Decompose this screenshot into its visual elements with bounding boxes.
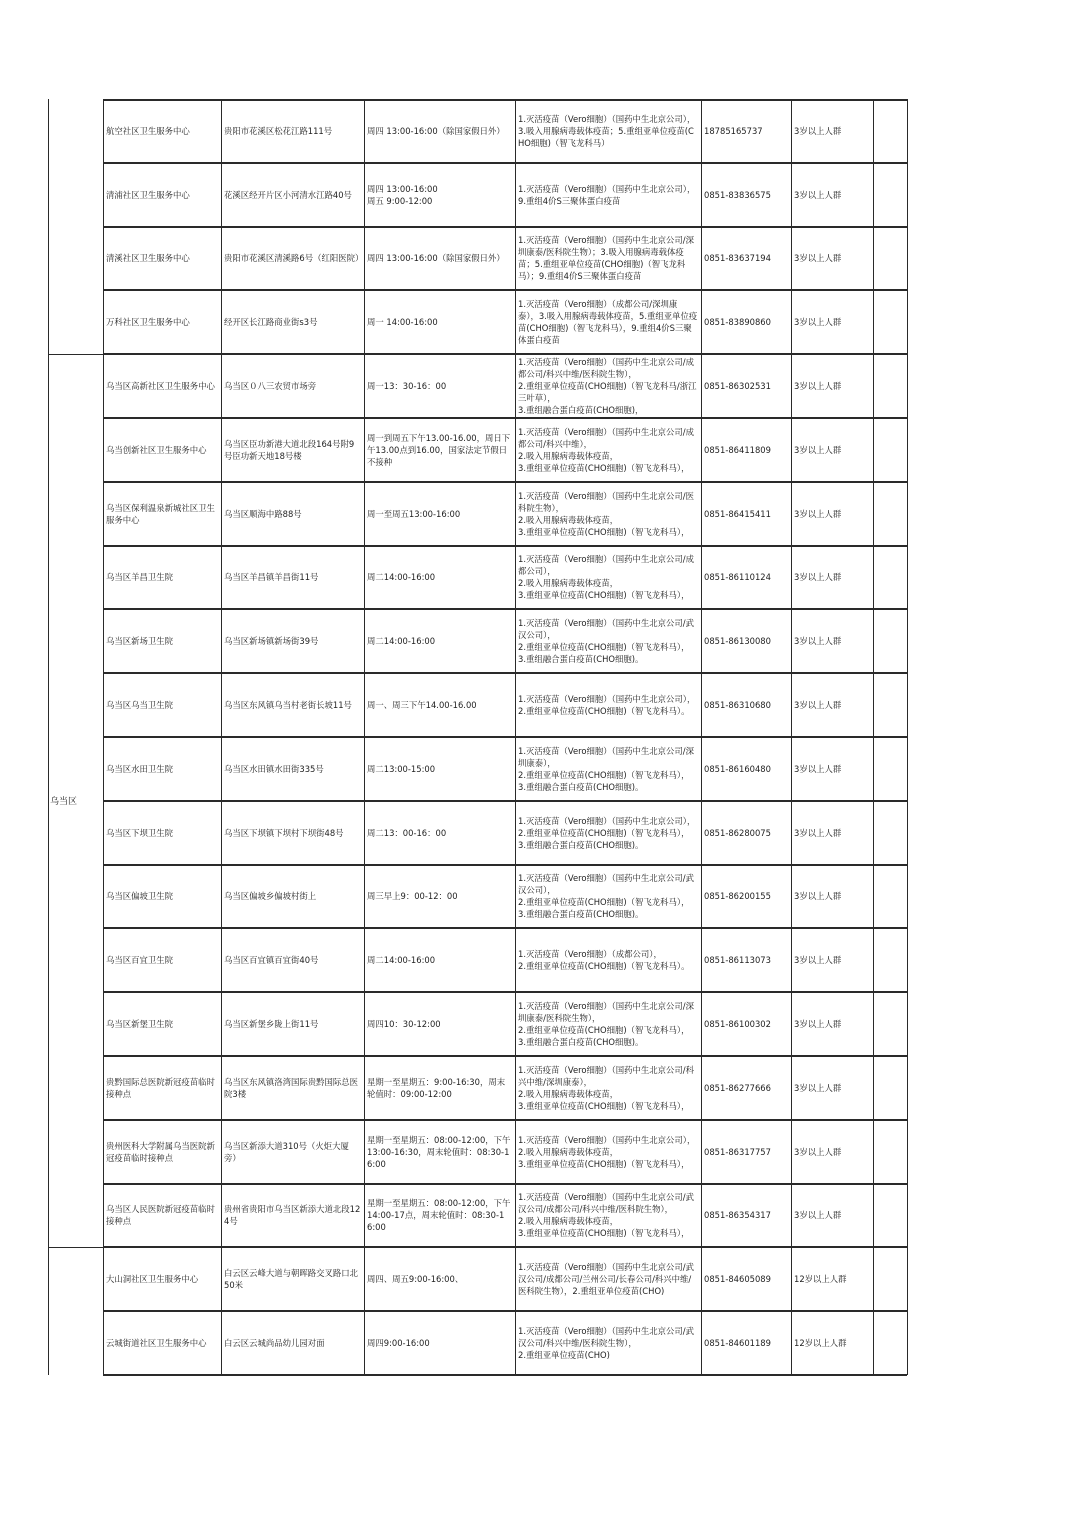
cell-time: 星期一至星期五：08:00-12:00，下午13:00-16:30，周末轮值时：08:30-16:00 [367, 1134, 511, 1169]
district-divider [48, 354, 103, 355]
cell-age: 3岁以上人群 [794, 763, 842, 774]
cell-time: 周四9:00-16:00 [367, 1338, 430, 1349]
cell-name: 大山洞社区卫生服务中心 [106, 1274, 199, 1285]
cell-age: 3岁以上人群 [794, 1210, 842, 1221]
cell-remark [873, 418, 907, 482]
cell-age: 3岁以上人群 [794, 189, 842, 200]
row-divider [103, 99, 907, 101]
district-divider [48, 1247, 103, 1248]
cell-name: 航空社区卫生服务中心 [106, 125, 190, 136]
cell-time: 周一 14:00-16:00 [367, 317, 438, 328]
column-divider [221, 99, 222, 1375]
district-cell [48, 99, 103, 354]
cell-vaccine: 1.灭活疫苗（Vero细胞）（国药中生北京公司）， 2.重组亚单位疫苗(CHO细胞)（智飞龙科马）。 [518, 694, 696, 717]
column-divider [701, 99, 702, 1375]
cell-name: 乌当区偏坡卫生院 [106, 891, 173, 902]
cell-age: 3岁以上人群 [794, 572, 842, 583]
cell-phone: 0851-84601189 [704, 1338, 771, 1349]
cell-time: 周四 13:00-16:00（除国家假日外） [367, 125, 505, 136]
row-divider [103, 1183, 907, 1185]
column-divider [907, 99, 908, 1375]
cell-address: 乌当区羊昌镇羊昌街11号 [224, 572, 319, 583]
cell-address: 乌当区百宜镇百宜街40号 [224, 955, 319, 966]
cell-address: 贵阳市花溪区松花江路111号 [224, 125, 333, 136]
cell-address: 白云区云峰大道与朝晖路交叉路口北50米 [224, 1268, 358, 1291]
cell-vaccine: 1.灭活疫苗（Vero细胞）（国药中生北京公司/武汉公司/科兴中维/医科院生物）， 2.重组亚单位疫苗(CHO) [518, 1326, 694, 1361]
cell-remark [873, 1247, 907, 1311]
cell-phone: 0851-83836575 [704, 189, 771, 200]
cell-name: 乌当创新社区卫生服务中心 [106, 444, 207, 455]
cell-address: 乌当区臣功新港大道北段164号附9号臣功新天地18号楼 [224, 438, 355, 461]
cell-time: 周一、周三下午14.00-16.00 [367, 700, 477, 711]
cell-phone: 0851-86310680 [704, 700, 771, 711]
cell-address: 乌当区０八三农贸市场旁 [224, 381, 317, 392]
cell-remark [873, 801, 907, 865]
cell-time: 周二13：00-16：00 [367, 827, 447, 838]
cell-phone: 0851-86280075 [704, 827, 771, 838]
cell-time: 周四10：30-12:00 [367, 1019, 441, 1030]
cell-time: 周四 13:00-16:00（除国家假日外） [367, 253, 505, 264]
cell-age: 3岁以上人群 [794, 955, 842, 966]
row-divider [103, 1246, 907, 1248]
cell-name: 云城街道社区卫生服务中心 [106, 1338, 207, 1349]
cell-address: 乌当区新堡乡陇上街11号 [224, 1019, 319, 1030]
cell-time: 周二14:00-16:00 [367, 955, 436, 966]
row-divider [103, 864, 907, 866]
cell-phone: 0851-86317757 [704, 1146, 771, 1157]
cell-time: 周二14:00-16:00 [367, 636, 436, 647]
cell-vaccine: 1.灭活疫苗（Vero细胞）（国药中生北京公司/深圳康泰）， 2.重组亚单位疫苗(CHO细胞)（智飞龙科马）， 3.重组融合蛋白疫苗(CHO细胞)。 [518, 745, 694, 792]
cell-phone: 0851-86110124 [704, 572, 771, 583]
cell-address: 贵阳市花溪区清溪路6号（红阳医院） [224, 253, 364, 264]
cell-phone: 0851-86130080 [704, 636, 771, 647]
cell-name: 清溪社区卫生服务中心 [106, 253, 190, 264]
row-divider [103, 481, 907, 483]
cell-phone: 0851-86160480 [704, 763, 771, 774]
cell-address: 乌当区东风镇乌当村老街长坡11号 [224, 700, 352, 711]
row-divider [103, 162, 907, 164]
cell-vaccine: 1.灭活疫苗（Vero细胞）（国药中生北京公司/武汉公司）， 2.重组亚单位疫苗(CHO细胞)（智飞龙科马）， 3.重组融合蛋白疫苗(CHO细胞)。 [518, 618, 694, 665]
row-divider [103, 672, 907, 674]
cell-remark [873, 1311, 907, 1375]
cell-remark [873, 928, 907, 992]
cell-time: 周四 13:00-16:00 周五 9:00-12:00 [367, 183, 438, 206]
cell-address: 乌当区偏坡乡偏坡村街上 [224, 891, 317, 902]
cell-phone: 0851-86100302 [704, 1019, 771, 1030]
cell-phone: 0851-83637194 [704, 253, 771, 264]
cell-vaccine: 1.灭活疫苗（Vero细胞）（国药中生北京公司/武汉公司/成都公司/科兴中维/医科院生物）， 2.吸入用腺病毒载体疫苗， 3.重组亚单位疫苗(CHO细胞)（智飞龙科马）， [518, 1192, 694, 1239]
row-divider [103, 1310, 907, 1312]
row-divider [103, 608, 907, 610]
row-divider [103, 991, 907, 993]
cell-name: 贵州医科大学附属乌当医院新冠疫苗临时接种点 [106, 1140, 215, 1163]
cell-age: 12岁以上人群 [794, 1274, 847, 1285]
column-divider [364, 99, 365, 1375]
cell-phone: 18785165737 [704, 125, 763, 136]
cell-vaccine: 1.灭活疫苗（Vero细胞）（国药中生北京公司/深圳康泰/医科院生物）， 2.重组亚单位疫苗(CHO细胞)（智飞龙科马）， 3.重组融合蛋白疫苗(CHO细胞)。 [518, 1001, 694, 1048]
cell-phone: 0851-86113073 [704, 955, 771, 966]
row-divider [103, 1374, 907, 1376]
cell-vaccine: 1.灭活疫苗（Vero细胞）（国药中生北京公司/深圳康泰/医科院生物）；3.吸入用腺病毒载体疫苗；5.重组亚单位疫苗(CHO细胞)（智飞龙科马）；9.重组4价S三聚体蛋白疫苗 [518, 235, 694, 282]
column-divider [873, 99, 874, 1375]
cell-time: 周四、周五9:00-16:00、 [367, 1274, 464, 1285]
cell-age: 12岁以上人群 [794, 1338, 847, 1349]
cell-address: 乌当区新添大道310号（火炬大厦旁） [224, 1140, 349, 1163]
cell-address: 花溪区经开片区小河清水江路40号 [224, 189, 352, 200]
cell-phone: 0851-86411809 [704, 444, 771, 455]
cell-time: 周二14:00-16:00 [367, 572, 436, 583]
cell-vaccine: 1.灭活疫苗（Vero细胞）（国药中生北京公司），9.重组4价S三聚体蛋白疫苗 [518, 183, 696, 206]
cell-vaccine: 1.灭活疫苗（Vero细胞）（国药中生北京公司/成都公司/科兴中维）， 2.吸入用腺病毒载体疫苗， 3.重组亚单位疫苗(CHO细胞)（智飞龙科马）， [518, 426, 694, 473]
row-divider [103, 1119, 907, 1121]
cell-age: 3岁以上人群 [794, 381, 842, 392]
cell-name: 乌当区新场卫生院 [106, 636, 173, 647]
cell-time: 周一到周五下午13.00-16.00，周日下午13.00点到16.00，国家法定节假日不接种 [367, 432, 511, 467]
district-cell [48, 1247, 103, 1375]
column-divider [103, 99, 104, 1375]
row-divider [103, 417, 907, 419]
cell-age: 3岁以上人群 [794, 1146, 842, 1157]
cell-phone: 0851-83890860 [704, 317, 771, 328]
cell-remark [873, 1120, 907, 1184]
cell-remark [873, 992, 907, 1056]
cell-age: 3岁以上人群 [794, 253, 842, 264]
row-divider [103, 736, 907, 738]
cell-name: 乌当区百宜卫生院 [106, 955, 173, 966]
cell-vaccine: 1.灭活疫苗（Vero细胞）（国药中生北京公司/武汉公司）， 2.重组亚单位疫苗(CHO细胞)（智飞龙科马）， 3.重组融合蛋白疫苗(CHO细胞)。 [518, 873, 694, 920]
cell-remark [873, 354, 907, 418]
cell-remark [873, 163, 907, 227]
row-divider [103, 1055, 907, 1057]
cell-remark [873, 1056, 907, 1120]
cell-vaccine: 1.灭活疫苗（Vero细胞）（国药中生北京公司），3.吸入用腺病毒载体疫苗；5.重组亚单位疫苗(CHO细胞)（智飞龙科马） [518, 113, 696, 148]
cell-age: 3岁以上人群 [794, 1019, 842, 1030]
cell-age: 3岁以上人群 [794, 317, 842, 328]
cell-name: 乌当区乌当卫生院 [106, 700, 173, 711]
cell-remark [873, 609, 907, 673]
cell-name: 贵黔国际总医院新冠疫苗临时接种点 [106, 1076, 215, 1099]
cell-name: 乌当区人民医院新冠疫苗临时接种点 [106, 1204, 215, 1227]
cell-vaccine: 1.灭活疫苗（Vero细胞）（国药中生北京公司/成都公司/科兴中维/医科院生物）， 2.重组亚单位疫苗(CHO细胞)（智飞龙科马/浙江三叶草）， 3.重组融合蛋白疫苗(CHO细胞)， [518, 357, 697, 416]
row-divider [103, 927, 907, 929]
cell-phone: 0851-86415411 [704, 508, 771, 519]
cell-address: 乌当区水田镇水田街335号 [224, 763, 324, 774]
cell-name: 乌当区保利温泉新城社区卫生服务中心 [106, 502, 215, 525]
cell-vaccine: 1.灭活疫苗（Vero细胞）（国药中生北京公司/成都公司）， 2.吸入用腺病毒载体疫苗， 3.重组亚单位疫苗(CHO细胞)（智飞龙科马）， [518, 554, 694, 601]
cell-remark [873, 227, 907, 291]
cell-remark [873, 737, 907, 801]
column-divider [791, 99, 792, 1375]
cell-time: 周二13:00-15:00 [367, 763, 436, 774]
cell-age: 3岁以上人群 [794, 508, 842, 519]
cell-vaccine: 1.灭活疫苗（Vero细胞）（国药中生北京公司/科兴中维/深圳康泰）， 2.吸入用腺病毒载体疫苗， 3.重组亚单位疫苗(CHO细胞)（智飞龙科马）， [518, 1064, 694, 1111]
cell-remark [873, 99, 907, 163]
row-divider [103, 289, 907, 291]
cell-vaccine: 1.灭活疫苗（Vero细胞）（国药中生北京公司）， 2.吸入用腺病毒载体疫苗， 3.重组亚单位疫苗(CHO细胞)（智飞龙科马）， [518, 1134, 696, 1169]
cell-time: 周一13：30-16：00 [367, 381, 447, 392]
cell-phone: 0851-84605089 [704, 1274, 771, 1285]
cell-address: 贵州省贵阳市乌当区新添大道北段124号 [224, 1204, 361, 1227]
cell-name: 乌当区下坝卫生院 [106, 827, 173, 838]
cell-vaccine: 1.灭活疫苗（Vero细胞）（成都公司）， 2.重组亚单位疫苗(CHO细胞)（智飞龙科马）。 [518, 949, 690, 972]
cell-vaccine: 1.灭活疫苗（Vero细胞）（国药中生北京公司/武汉公司/成都公司/兰州公司/长春公司/科兴中维/医科院生物），2.重组亚单位疫苗(CHO) [518, 1262, 694, 1297]
cell-age: 3岁以上人群 [794, 700, 842, 711]
district-cell: 乌当区 [50, 797, 78, 808]
cell-time: 星期一至星期五：08:00-12:00，下午14:00-17点，周末轮值时：08:30-16:00 [367, 1198, 511, 1233]
cell-phone: 0851-86200155 [704, 891, 771, 902]
cell-age: 3岁以上人群 [794, 1082, 842, 1093]
cell-remark [873, 865, 907, 929]
row-divider [103, 545, 907, 547]
cell-name: 乌当区新堡卫生院 [106, 1019, 173, 1030]
column-divider [48, 99, 49, 1375]
cell-remark [873, 673, 907, 737]
cell-age: 3岁以上人群 [794, 125, 842, 136]
cell-remark [873, 482, 907, 546]
cell-vaccine: 1.灭活疫苗（Vero细胞）（国药中生北京公司）， 2.重组亚单位疫苗(CHO细胞)（智飞龙科马）， 3.重组融合蛋白疫苗(CHO细胞)。 [518, 815, 696, 850]
row-divider [103, 800, 907, 802]
cell-name: 乌当区羊昌卫生院 [106, 572, 173, 583]
cell-remark [873, 1184, 907, 1248]
cell-address: 白云区云城尚品幼儿园对面 [224, 1338, 325, 1349]
cell-phone: 0851-86354317 [704, 1210, 771, 1221]
cell-name: 清浦社区卫生服务中心 [106, 189, 190, 200]
cell-time: 周三早上9：00-12：00 [367, 891, 458, 902]
cell-phone: 0851-86302531 [704, 381, 771, 392]
cell-address: 经开区长江路商业街s3号 [224, 317, 318, 328]
cell-address: 乌当区顺海中路88号 [224, 508, 302, 519]
cell-remark [873, 546, 907, 610]
cell-vaccine: 1.灭活疫苗（Vero细胞）（成都公司/深圳康泰），3.吸入用腺病毒载体疫苗，5.重组亚单位疫苗(CHO细胞)（智飞龙科马），9.重组4价S三聚体蛋白疫苗 [518, 299, 698, 346]
cell-name: 万科社区卫生服务中心 [106, 317, 190, 328]
cell-time: 周一至周五13:00-16:00 [367, 508, 461, 519]
cell-age: 3岁以上人群 [794, 827, 842, 838]
cell-address: 乌当区下坝镇下坝村下坝街48号 [224, 827, 344, 838]
row-divider [103, 226, 907, 228]
cell-age: 3岁以上人群 [794, 636, 842, 647]
cell-phone: 0851-86277666 [704, 1082, 771, 1093]
cell-age: 3岁以上人群 [794, 891, 842, 902]
cell-remark [873, 290, 907, 354]
cell-age: 3岁以上人群 [794, 444, 842, 455]
cell-address: 乌当区东风镇洛湾国际贵黔国际总医院3楼 [224, 1076, 358, 1099]
cell-name: 乌当区水田卫生院 [106, 763, 173, 774]
column-divider [515, 99, 516, 1375]
row-divider [103, 353, 907, 355]
cell-address: 乌当区新场镇新场街39号 [224, 636, 319, 647]
cell-name: 乌当区高新社区卫生服务中心 [106, 381, 215, 392]
cell-time: 星期一至星期五：9:00-16:30，周末轮值时：09:00-12:00 [367, 1076, 506, 1099]
cell-vaccine: 1.灭活疫苗（Vero细胞）（国药中生北京公司/医科院生物）， 2.吸入用腺病毒载体疫苗， 3.重组亚单位疫苗(CHO细胞)（智飞龙科马）， [518, 490, 694, 537]
